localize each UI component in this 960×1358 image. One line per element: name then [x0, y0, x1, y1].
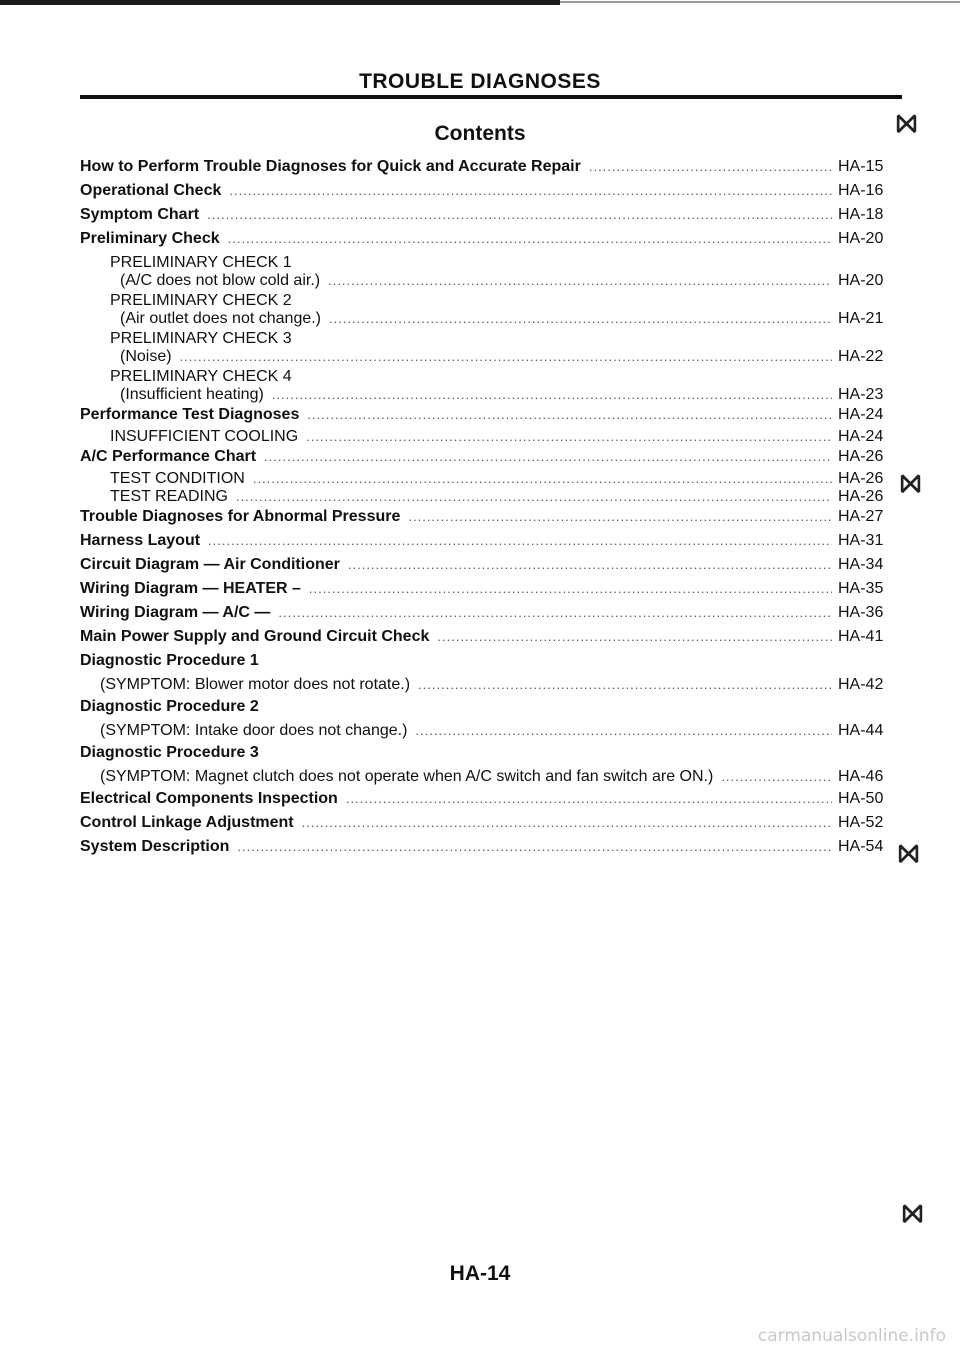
header-divider	[80, 95, 902, 99]
toc-entry-page: HA-21	[838, 310, 884, 327]
toc-entry[interactable]	[80, 836, 898, 860]
toc-entry-page: HA-24	[838, 428, 884, 445]
binder-hook-icon: ⨝	[900, 468, 922, 498]
toc-entry-label: (Noise)	[120, 348, 172, 365]
toc-entry-label: System Description	[80, 838, 230, 855]
dot-leader	[278, 602, 832, 624]
toc-entry-page: HA-23	[838, 386, 884, 403]
toc-entry-page: HA-44	[838, 722, 884, 739]
toc-entry[interactable]	[80, 272, 898, 290]
toc-entry[interactable]	[80, 348, 898, 366]
toc-entry[interactable]	[80, 404, 898, 428]
dot-leader	[264, 446, 832, 468]
toc-entry-page: HA-27	[838, 508, 884, 525]
toc-entry[interactable]	[80, 292, 898, 310]
dot-leader	[329, 310, 832, 328]
toc-entry[interactable]	[80, 766, 898, 788]
toc-entry[interactable]	[80, 180, 898, 204]
toc-entry-label: (SYMPTOM: Magnet clutch does not operate when A/C switch and fan switch are ON.)	[100, 768, 714, 785]
binder-hook-icon: ⨝	[902, 1198, 924, 1228]
toc-entry-label: Harness Layout	[80, 532, 201, 549]
toc-entry[interactable]	[80, 330, 898, 348]
toc-entry-label: (SYMPTOM: Intake door does not change.)	[100, 722, 408, 739]
dot-leader	[253, 470, 832, 488]
toc-entry-page: HA-41	[838, 628, 884, 645]
toc-entry-label: Wiring Diagram — HEATER –	[80, 580, 301, 597]
dot-leader	[228, 228, 832, 250]
binder-hook-icon: ⨝	[898, 838, 920, 868]
contents-heading: Contents	[434, 122, 526, 145]
toc-entry-page: HA-50	[838, 790, 884, 807]
toc-entry-label: Control Linkage Adjustment	[80, 814, 294, 831]
toc-entry-page: HA-42	[838, 676, 884, 693]
toc-entry-label: TEST CONDITION	[110, 470, 245, 487]
toc-entry[interactable]	[80, 720, 898, 742]
toc-entry-page: HA-52	[838, 814, 884, 831]
toc-entry-label: How to Perform Trouble Diagnoses for Quick and Accurate Repair	[80, 158, 581, 175]
toc-entry[interactable]	[80, 204, 898, 228]
toc-entry-page: HA-54	[838, 838, 884, 855]
dot-leader	[207, 204, 832, 226]
toc-entry-label: PRELIMINARY CHECK 4	[110, 368, 292, 385]
toc-entry[interactable]	[80, 386, 898, 404]
toc-entry-label: Diagnostic Procedure 2	[80, 698, 259, 715]
toc-entry-label: Main Power Supply and Ground Circuit Check	[80, 628, 430, 645]
toc-entry-label: A/C Performance Chart	[80, 448, 257, 465]
toc-entry[interactable]	[80, 788, 898, 812]
toc-entry[interactable]	[80, 650, 898, 674]
toc-entry[interactable]	[80, 530, 898, 554]
dot-leader	[229, 180, 832, 202]
dot-leader	[306, 428, 832, 446]
section-title: TROUBLE DIAGNOSES	[359, 70, 601, 93]
dot-leader	[309, 578, 832, 600]
dot-leader	[237, 836, 832, 858]
toc-entry-label: (Insufficient heating)	[120, 386, 264, 403]
toc-entry[interactable]	[80, 812, 898, 836]
toc-entry-label: (SYMPTOM: Blower motor does not rotate.)	[100, 676, 411, 693]
toc-entry-label: (A/C does not blow cold air.)	[120, 272, 321, 289]
table-of-contents	[80, 156, 898, 860]
toc-entry[interactable]	[80, 554, 898, 578]
toc-entry-page: HA-36	[838, 604, 884, 621]
dot-leader	[721, 766, 832, 788]
toc-entry-label: PRELIMINARY CHECK 1	[110, 254, 292, 271]
page-number: HA-14	[449, 1262, 511, 1285]
toc-entry-label: Diagnostic Procedure 1	[80, 652, 259, 669]
toc-entry[interactable]	[80, 602, 898, 626]
dot-leader	[208, 530, 832, 552]
dot-leader	[236, 488, 832, 506]
toc-entry-page: HA-26	[838, 448, 884, 465]
toc-entry-page: HA-20	[838, 230, 884, 247]
toc-entry[interactable]	[80, 674, 898, 696]
toc-entry-page: HA-46	[838, 768, 884, 785]
toc-entry-page: HA-22	[838, 348, 884, 365]
dot-leader	[328, 272, 832, 290]
toc-entry-page: HA-20	[838, 272, 884, 289]
toc-entry-label: Operational Check	[80, 182, 222, 199]
dot-leader	[180, 348, 832, 366]
toc-entry-label: (Air outlet does not change.)	[120, 310, 322, 327]
toc-entry[interactable]	[80, 310, 898, 328]
dot-leader	[418, 674, 832, 696]
toc-entry[interactable]	[80, 470, 898, 488]
binder-hook-icon: ⨝	[896, 108, 918, 138]
dot-leader	[408, 506, 832, 528]
toc-entry[interactable]	[80, 156, 898, 180]
toc-entry-label: PRELIMINARY CHECK 3	[110, 330, 292, 347]
toc-entry-page: HA-16	[838, 182, 884, 199]
toc-entry-label: Symptom Chart	[80, 206, 200, 223]
toc-entry-page: HA-35	[838, 580, 884, 597]
toc-entry-page: HA-31	[838, 532, 884, 549]
toc-entry-label: Diagnostic Procedure 3	[80, 744, 259, 761]
toc-entry-label: Trouble Diagnoses for Abnormal Pressure	[80, 508, 401, 525]
toc-entry-page: HA-24	[838, 406, 884, 423]
toc-entry-label: Circuit Diagram — Air Conditioner	[80, 556, 340, 573]
toc-entry[interactable]	[80, 488, 898, 506]
toc-entry[interactable]	[80, 228, 898, 252]
dot-leader	[346, 788, 832, 810]
dot-leader	[437, 626, 832, 648]
dot-leader	[415, 720, 832, 742]
toc-entry[interactable]	[80, 506, 898, 530]
toc-entry[interactable]	[80, 578, 898, 602]
dot-leader	[348, 554, 832, 576]
toc-entry-page: HA-26	[838, 470, 884, 487]
toc-entry-page: HA-18	[838, 206, 884, 223]
toc-entry-label: TEST READING	[110, 488, 228, 505]
dot-leader	[272, 386, 832, 404]
toc-entry-label: Performance Test Diagnoses	[80, 406, 300, 423]
scan-top-edge	[0, 0, 560, 5]
toc-entry[interactable]	[80, 254, 898, 272]
dot-leader	[589, 156, 832, 178]
toc-entry-page: HA-15	[838, 158, 884, 175]
toc-entry[interactable]	[80, 368, 898, 386]
toc-entry-label: Electrical Components Inspection	[80, 790, 338, 807]
toc-entry[interactable]	[80, 626, 898, 650]
toc-entry-label: INSUFFICIENT COOLING	[110, 428, 299, 445]
dot-leader	[307, 404, 832, 426]
toc-entry[interactable]	[80, 446, 898, 470]
toc-entry-page: HA-34	[838, 556, 884, 573]
toc-entry-label: Preliminary Check	[80, 230, 220, 247]
dot-leader	[302, 812, 832, 834]
watermark: carmanualsonline.info	[757, 1326, 946, 1346]
toc-entry[interactable]	[80, 742, 898, 766]
toc-entry-label: PRELIMINARY CHECK 2	[110, 292, 292, 309]
scan-top-edge-faint	[560, 1, 960, 3]
toc-entry-page: HA-26	[838, 488, 884, 505]
toc-entry-label: Wiring Diagram — A/C —	[80, 604, 271, 621]
toc-entry[interactable]	[80, 696, 898, 720]
toc-entry[interactable]	[80, 428, 898, 446]
